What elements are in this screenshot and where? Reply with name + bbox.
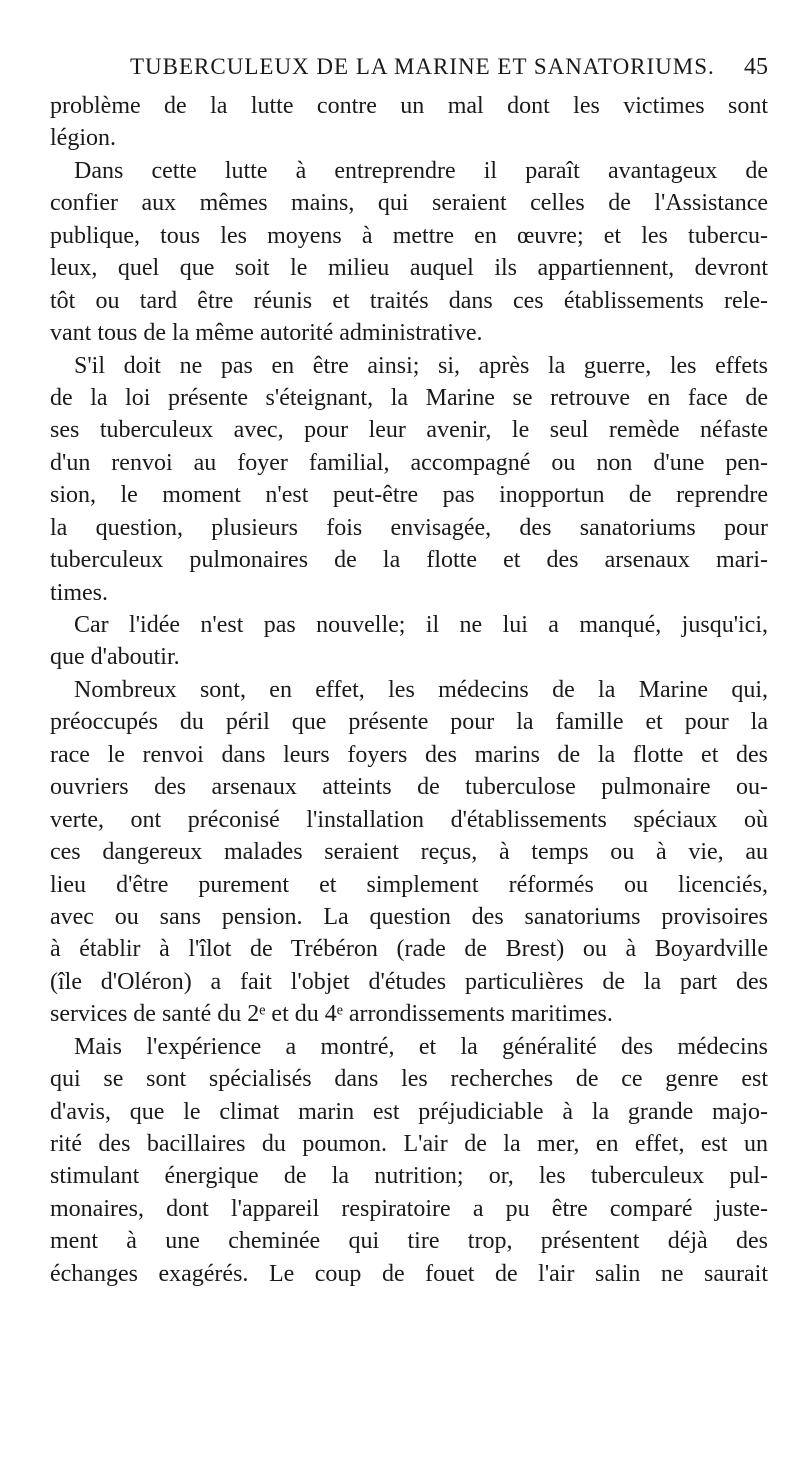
- running-head: [50, 50, 768, 86]
- text-line: la question, plusieurs fois envisagée, des sanatoriums pour: [50, 514, 768, 541]
- text-line: Nombreux sont, en effet, les médecins de la Marine qui,: [74, 676, 768, 703]
- text-line: préoccupés du péril que présente pour la famille et pour la: [50, 709, 768, 736]
- text-line: times.: [50, 579, 108, 606]
- text-line: tuberculeux pulmonaires de la flotte et des arsenaux mari-: [50, 547, 768, 574]
- text-line: Dans cette lutte à entreprendre il paraît avantageux de: [74, 157, 768, 184]
- text-line: rité des bacillaires du poumon. L'air de la mer, en effet, est un: [50, 1131, 768, 1157]
- text-line: que d'aboutir.: [50, 644, 180, 671]
- text-line: verte, ont préconisé l'installation d'établissements spéciaux où: [50, 806, 768, 833]
- text-line: S'il doit ne pas en être ainsi; si, après la guerre, les effets: [74, 352, 768, 379]
- text-line: tôt ou tard être réunis et traités dans ces établissements rele-: [50, 287, 768, 314]
- text-line: d'avis, que le climat marin est préjudiciable à la grande majo-: [50, 1098, 768, 1125]
- book-page: [50, 50, 768, 1290]
- text-line: sion, le moment n'est peut-être pas inopportun de reprendre: [50, 482, 768, 509]
- running-title: TUBERCULEUX DE LA MARINE ET SANATORIUMS.: [130, 54, 715, 79]
- text-line: à établir à l'îlot de Trébéron (rade de Brest) ou à Boyardville: [50, 936, 768, 963]
- text-line: ses tuberculeux avec, pour leur avenir, le seul remède néfaste: [50, 417, 768, 444]
- text-line: monaires, dont l'appareil respiratoire a pu être comparé juste-: [50, 1195, 768, 1222]
- text-line: confier aux mêmes mains, qui seraient celles de l'Assistance: [50, 190, 768, 217]
- text-line: qui se sont spécialisés dans les recherches de ce genre est: [50, 1066, 768, 1093]
- body-text: [50, 90, 768, 1290]
- text-line: d'un renvoi au foyer familial, accompagné ou non d'une pen-: [50, 449, 768, 476]
- text-line: stimulant énergique de la nutrition; or, les tuberculeux pul-: [50, 1163, 768, 1190]
- text-line: race le renvoi dans leurs foyers des marins de la flotte et des: [50, 741, 768, 768]
- page-number: 45: [744, 54, 768, 80]
- text-line: leux, quel que soit le milieu auquel ils appartiennent, devront: [50, 255, 768, 282]
- text-line: ces dangereux malades seraient reçus, à temps ou à vie, au: [50, 839, 768, 866]
- text-line: avec ou sans pension. La question des sanatoriums provisoires: [50, 903, 768, 930]
- text-line: légion.: [50, 125, 116, 152]
- text-line: ment à une cheminée qui tire trop, présentent déjà des: [50, 1228, 768, 1255]
- text-line: ouvriers des arsenaux atteints de tuberculose pulmonaire ou-: [50, 774, 768, 801]
- text-line: (île d'Oléron) a fait l'objet d'études particulières de la part des: [50, 968, 768, 995]
- text-line: publique, tous les moyens à mettre en œuvre; et les tubercu-: [50, 222, 768, 249]
- text-line: problème de la lutte contre un mal dont les victimes sont: [50, 93, 768, 119]
- text-line: Car l'idée n'est pas nouvelle; il ne lui a manqué, jusqu'ici,: [74, 612, 768, 638]
- text-line: de la loi présente s'éteignant, la Marine se retrouve en face de: [50, 384, 768, 411]
- text-line: Mais l'expérience a montré, et la généralité des médecins: [74, 1033, 768, 1060]
- text-line: services de santé du 2ᵉ et du 4ᵉ arrondissements maritimes.: [50, 1001, 613, 1028]
- text-line: échanges exagérés. Le coup de fouet de l'air salin ne saurait: [50, 1260, 768, 1287]
- text-line: vant tous de la même autorité administrative.: [50, 320, 483, 347]
- text-line: lieu d'être purement et simplement réformés ou licenciés,: [50, 871, 768, 898]
